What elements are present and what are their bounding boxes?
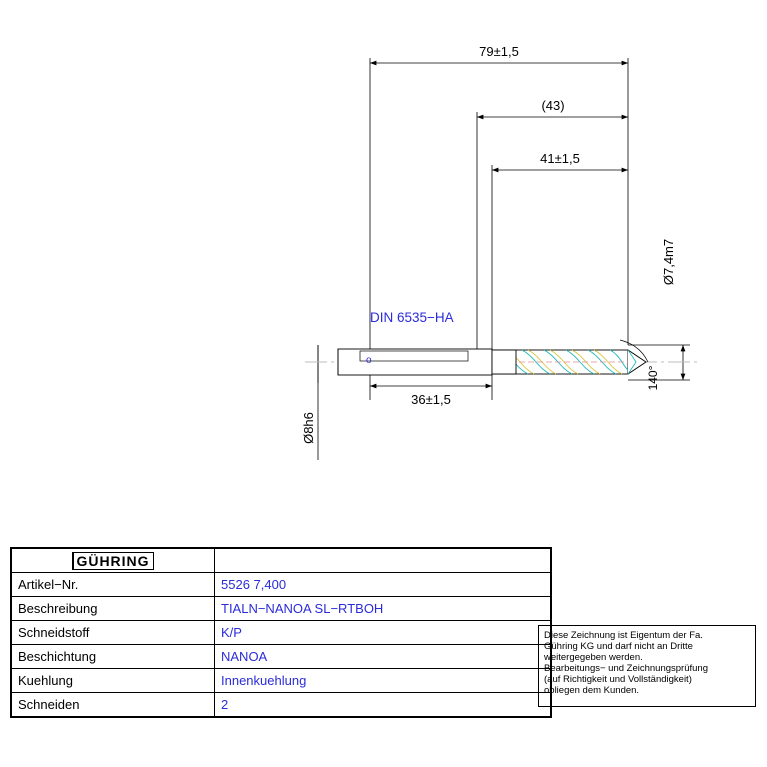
table-row-logo [12,549,551,573]
row-label-beschichtung: Beschichtung [12,645,215,669]
guehring-logo [72,552,153,570]
row-value-schneiden: 2 [215,693,551,717]
dim-flute-length: 41±1,5 [540,151,580,166]
row-label-schneiden: Schneiden [12,693,215,717]
note-line-5: (auf Richtigkeit und Vollständigkeit) [544,674,692,685]
table-row [12,573,551,597]
row-value-schneidstoff: K/P [215,621,551,645]
row-label-kuehlung: Kuehlung [12,669,215,693]
table-row [12,597,551,621]
spec-table [10,547,552,718]
dim-reference-length: (43) [541,98,565,113]
drill-shank [338,349,492,375]
drill-flute-body [492,350,628,374]
table-row [12,645,551,669]
table-row [12,669,551,693]
note-line-6: obliegen dem Kunden. [544,685,640,696]
note-line-2: Gühring KG und darf nicht an Dritte [544,641,693,652]
dim-shank-length: 36±1,5 [411,392,451,407]
row-label-artikelnr: Artikel−Nr. [12,573,215,597]
row-label-schneidstoff: Schneidstoff [12,621,215,645]
note-line-4: Bearbeitungs− und Zeichnungsprüfung [544,663,708,674]
table-row [12,693,551,717]
row-value-kuehlung: Innenkuehlung [215,669,551,693]
table-row [12,621,551,645]
dim-cutting-diameter: Ø7,4m7 [661,238,676,286]
note-line-3: weitergegeben werden. [544,652,643,663]
logo-cell [12,549,215,573]
dim-point-angle: 140° [646,365,660,391]
dim-shank-diameter: Ø8h6 [301,412,316,444]
standard-label: DIN 6535−HA [370,310,454,325]
row-value-artikelnr: 5526 7,400 [215,573,551,597]
row-label-beschreibung: Beschreibung [12,597,215,621]
row-value-beschichtung: NANOA [215,645,551,669]
copyright-note [538,625,756,707]
dim-overall-length: 79±1,5 [479,44,519,59]
logo-text: GÜHRING [76,552,150,569]
row-value-beschreibung: TIALN−NANOA SL−RTBOH [215,597,551,621]
logo-empty-cell [215,549,551,573]
note-line-1: Diese Zeichnung ist Eigentum der Fa. [544,630,703,641]
coolant-marker: o [366,355,372,366]
